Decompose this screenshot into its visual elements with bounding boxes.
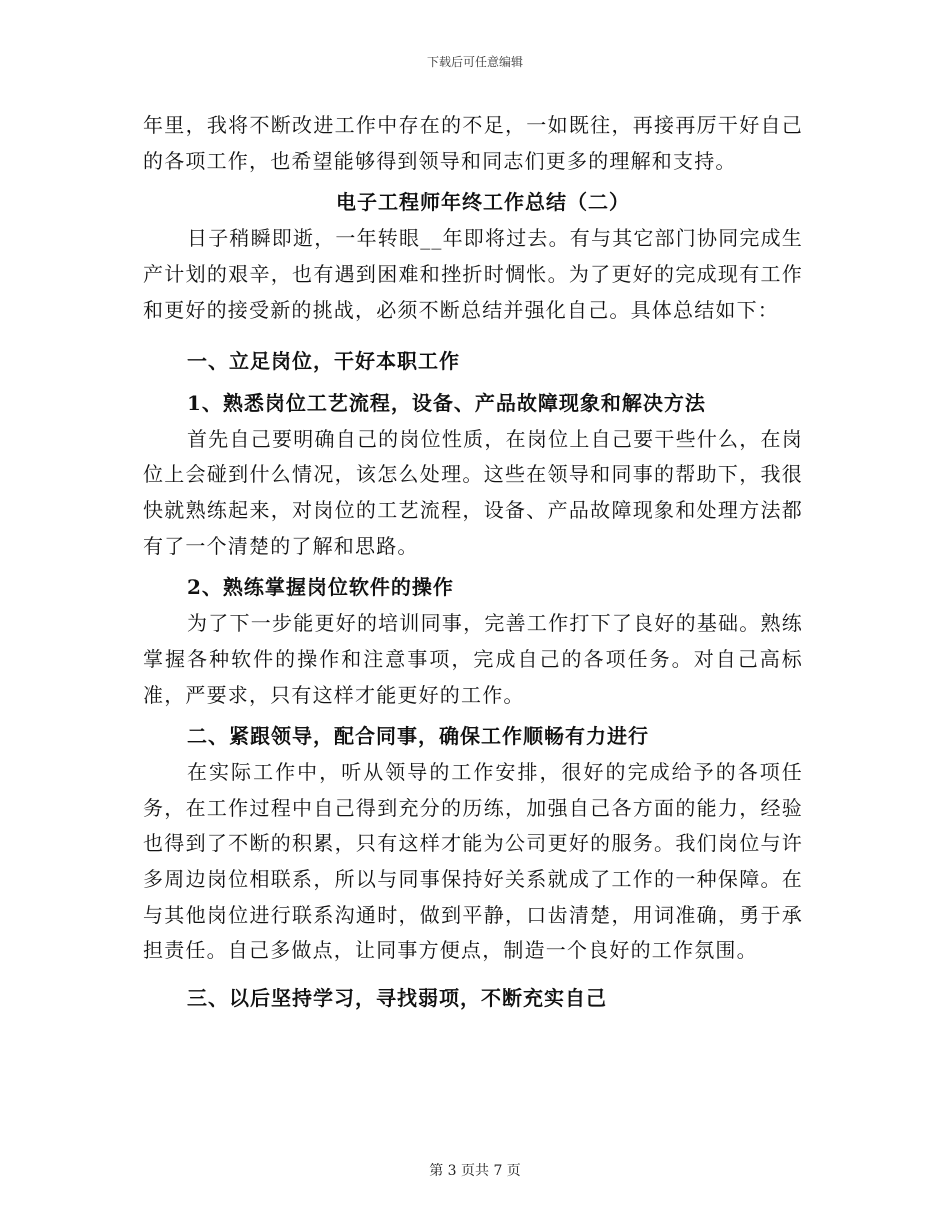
section-title: 电子工程师年终工作总结（二）: [336, 190, 630, 215]
paragraph-2: 首先自己要明确自己的岗位性质，在岗位上自己要干些什么，在岗位上会碰到什么情况，该怎么处理。这些在领导和同事的帮助下，我很快就熟练起来，对岗位的工艺流程，设备、产品故障现象和处理方法都有了一个清楚的了解和思路。: [143, 426, 803, 558]
heading-2: 二、紧跟领导，配合同事，确保工作顺畅有力进行: [187, 724, 649, 749]
document-body: [143, 108, 803, 1017]
page-header: 下载后可任意编辑: [426, 55, 523, 69]
heading-3: 三、以后坚持学习，寻找弱项，不断充实自己: [187, 986, 607, 1011]
paragraph-1: 日子稍瞬即逝，一年转眼__年即将过去。有与其它部门协同完成生产计划的艰辛，也有遇到困难和挫折时惆怅。为了更好的完成现有工作和更好的接受新的挑战，必须不断总结并强化自己。具体总结如下：: [143, 226, 803, 322]
intro-paragraph: 年里，我将不断改进工作中存在的不足，一如既往，再接再厉干好自己的各项工作，也希望能够得到领导和同志们更多的理解和支持。: [143, 113, 803, 173]
paragraph-4: 在实际工作中，听从领导的工作安排，很好的完成给予的各项任务，在工作过程中自己得到充分的历练，加强自己各方面的能力，经验也得到了不断的积累，只有这样才能为公司更好的服务。我们岗位与许多周边岗位相联系，所以与同事保持好关系就成了工作的一种保障。在与其他岗位进行联系沟通时，做到平静，口齿清楚，用词准确，勇于承担责任。自己多做点，让同事方便点，制造一个良好的工作氛围。: [143, 759, 803, 963]
heading-1-2: 2、熟练掌握岗位软件的操作: [187, 575, 454, 600]
heading-1-1: 1、熟悉岗位工艺流程，设备、产品故障现象和解决方法: [187, 390, 706, 415]
page-footer: 第 3 页共 7 页: [429, 1163, 521, 1179]
paragraph-3: 为了下一步能更好的培训同事，完善工作打下了良好的基础。熟练掌握各种软件的操作和注意事项，完成自己的各项任务。对自己高标准，严要求，只有这样才能更好的工作。: [143, 611, 803, 707]
heading-1: 一、立足岗位，干好本职工作: [187, 349, 460, 374]
